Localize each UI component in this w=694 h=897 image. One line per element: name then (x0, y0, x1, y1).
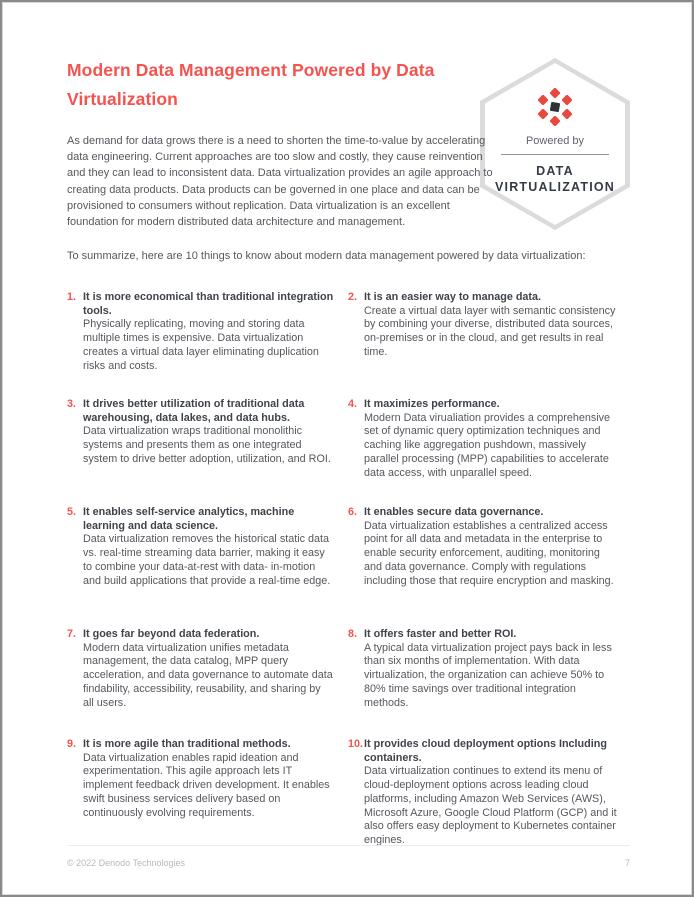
badge-content (480, 58, 630, 230)
list-item-5 (67, 506, 348, 628)
logo-dot (537, 108, 548, 119)
item-number: 6. (348, 506, 358, 518)
item-text (364, 398, 620, 506)
intro-paragraph: As demand for data grows there is a need to shorten the time-to-value by accelerating data engineering. Current approaches are too slow and costly, they cause reinvention and they can lead to inconsistent data. Data virtualization provides an agile approach to creating data products. Data products can be governed in one place and data can be provisioned to consumers without replication. Data virtualization is an excellent foundation for modern distributed data architecture and management. (67, 135, 493, 229)
item-body: Create a virtual data layer with semantic consistency by combining your diverse, distributed data sources, on-premises or in the cloud, and get results in real time. (364, 304, 616, 358)
item-number: 7. (67, 628, 77, 640)
list-item-1 (67, 291, 348, 398)
list-item-4 (348, 398, 634, 506)
item-text (83, 291, 334, 398)
powered-by-badge (480, 58, 630, 230)
logo-center-dot (550, 102, 560, 112)
list-item-3 (67, 398, 348, 506)
item-body: Data virtualization establishes a centralized access point for all data and metadata in the enterprise to enable security enforcement, auditing, monitoring and data governance. Comply with regulations including those that require encryption and masking. (364, 519, 614, 587)
badge-divider (501, 154, 609, 155)
copyright-text: © 2022 Denodo Technologies (67, 858, 186, 868)
badge-title (495, 163, 615, 195)
item-text (83, 628, 334, 738)
item-body: Data virtualization enables rapid ideation and experimentation. This agile approach lets IT implement feedback driven development. It enables swift business services delivery based on continuously evolving requirements. (83, 751, 330, 819)
list-item-7 (67, 628, 348, 738)
logo-dot (549, 87, 560, 98)
badge-title-line1: DATA (536, 164, 574, 178)
item-text (364, 506, 620, 628)
item-text (364, 738, 620, 848)
item-text (83, 506, 334, 628)
item-heading: It maximizes performance. (364, 398, 500, 410)
item-number: 2. (348, 291, 358, 303)
item-number: 1. (67, 291, 77, 303)
item-text (364, 291, 620, 398)
logo-dot (561, 108, 572, 119)
page-footer (67, 858, 630, 868)
item-text (83, 398, 334, 506)
item-heading: It goes far beyond data federation. (83, 628, 260, 640)
item-body: Physically replicating, moving and storing data multiple times is expensive. Data virtualization creates a virtual data layer eliminating duplication risks and costs. (83, 318, 319, 372)
badge-powered-by-label: Powered by (525, 135, 585, 147)
item-heading: It offers faster and better ROI. (364, 628, 517, 640)
item-number: 9. (67, 738, 77, 750)
list-item-9 (67, 738, 348, 848)
logo-dot (561, 94, 572, 105)
summary-line: To summarize, here are 10 things to know about modern data management powered by data virtualization: (67, 250, 586, 262)
footer-divider (67, 845, 630, 846)
logo-dot (549, 115, 560, 126)
item-number: 10. (348, 738, 364, 750)
logo-dot (537, 94, 548, 105)
item-number: 8. (348, 628, 358, 640)
item-heading: It provides cloud deployment options Including containers. (364, 738, 607, 764)
item-body: Data virtualization removes the historical static data vs. real-time streaming data barrier, making it easy to combine your data-at-rest with data- in-motion and build applications that provide a real-time edge. (83, 533, 331, 587)
item-heading: It is an easier way to manage data. (364, 291, 542, 303)
item-heading: It drives better utilization of traditional data warehousing, data lakes, and data hubs. (83, 398, 305, 424)
page-title: Modern Data Management Powered by Data Virtualization (67, 60, 435, 109)
numbered-list (67, 291, 634, 848)
item-text (83, 738, 334, 848)
list-item-6 (348, 506, 634, 628)
item-heading: It enables secure data governance. (364, 506, 544, 518)
item-text (364, 628, 620, 738)
badge-title-line2: VIRTUALIZATION (494, 180, 616, 194)
item-number: 4. (348, 398, 358, 410)
item-number: 3. (67, 398, 77, 410)
item-heading: It is more agile than traditional methods. (83, 738, 291, 750)
item-body: A typical data virtualization project pays back in less than six months of implementation. With data virtualization, the organization can achieve 50% to 80% time savings over traditional integration methods. (364, 641, 612, 709)
list-item-10 (348, 738, 634, 848)
list-item-2 (348, 291, 634, 398)
item-number: 5. (67, 506, 77, 518)
item-body: Data virtualization wraps traditional monolithic systems and presents them as one integrated system to drive better adoption, utilization, and ROI. (83, 425, 331, 465)
item-heading: It is more economical than traditional integration tools. (83, 291, 334, 317)
list-item-8 (348, 628, 634, 738)
item-body: Modern Data virualiation provides a comprehensive set of dynamic query optimization techniques and caching like aggregation pushdown, massively parallel processing (MPP) capabilities to accelerate data access, with unparallel speed. (364, 411, 611, 479)
item-body: Modern data virtualization unifies metadata management, the data catalog, MPP query acceleration, and data governance to automate data findability, accessibility, reusability, and sharing by all users. (83, 641, 333, 709)
item-heading: It enables self-service analytics, machine learning and data science. (83, 506, 295, 532)
item-body: Data virtualization continues to extend its menu of cloud-deployment options across leading cloud platforms, including Amazon Web Services (AWS), Microsoft Azure, Google Cloud Platform (GCP) and it also offers easy deployment to Kubernetes container engines. (364, 765, 617, 846)
page-number: 7 (624, 858, 630, 868)
denodo-logo-icon (533, 85, 577, 129)
